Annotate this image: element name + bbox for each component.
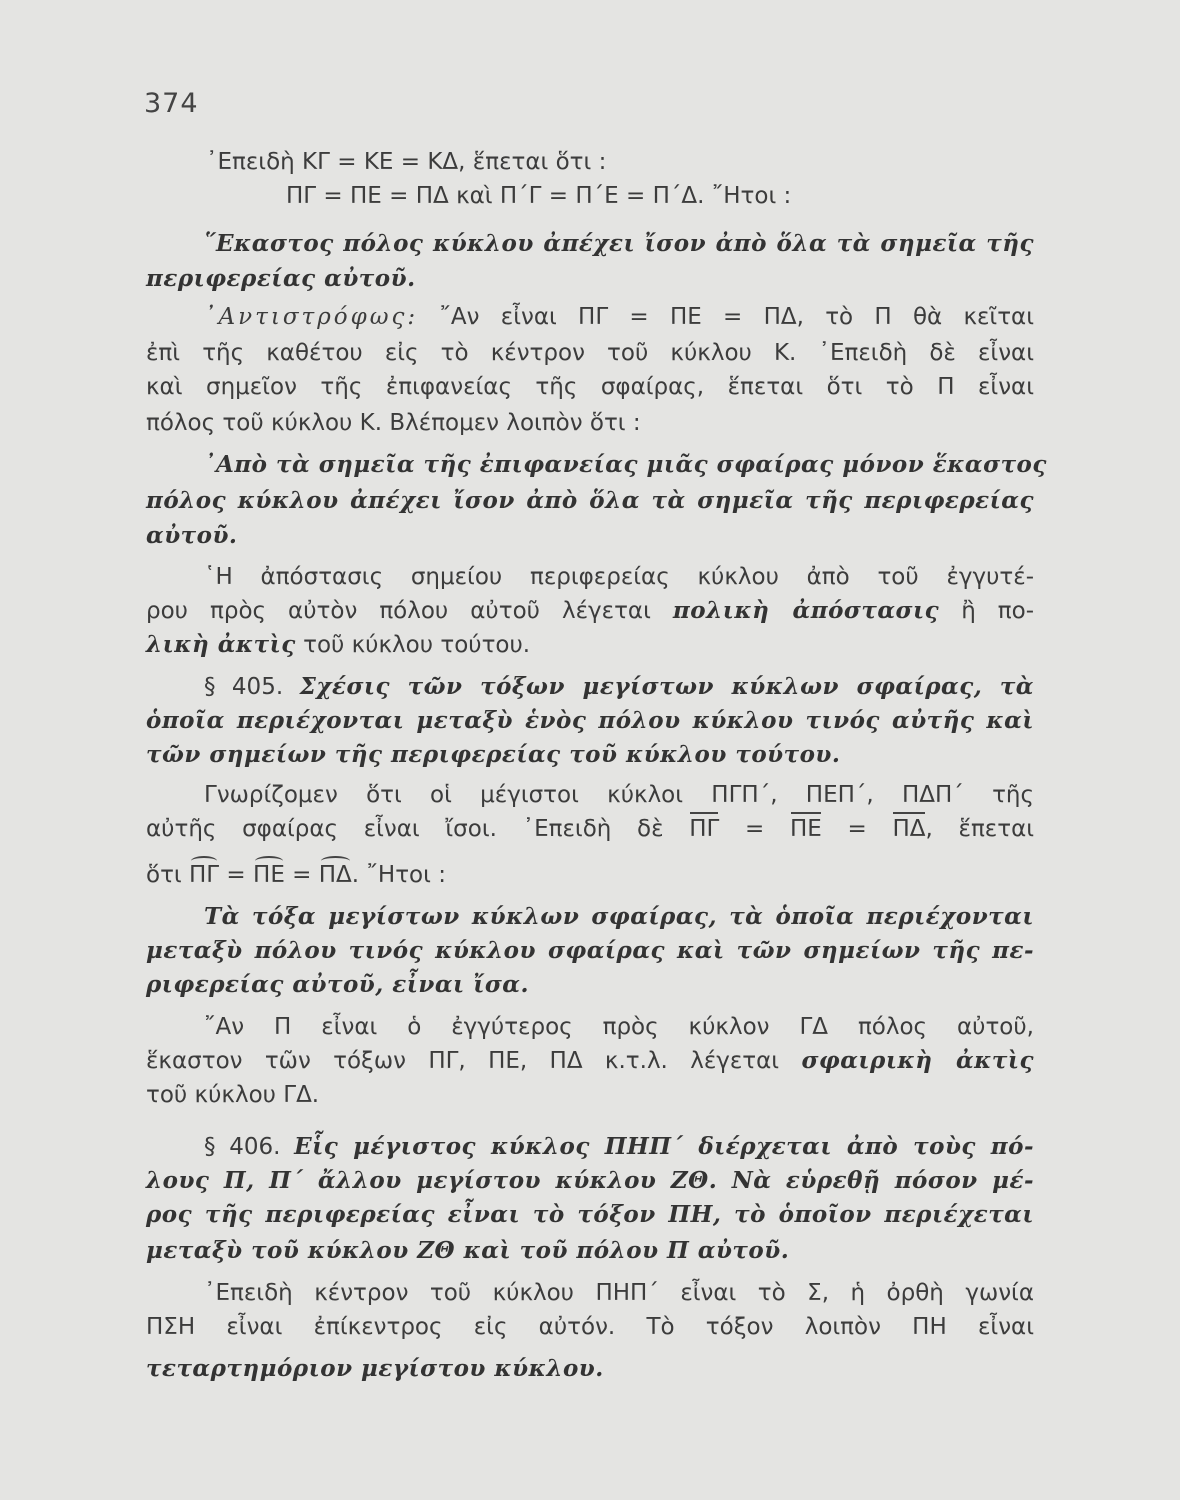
- section-heading: λους Π, Π΄ ἄλλου μεγίστου κύκλου ΖΘ. Νὰ εὑρεθῇ πόσον μέ-: [146, 1167, 1034, 1194]
- arc-symbol: ΠΕ: [253, 862, 285, 888]
- text-line: ᾿Επειδὴ ΚΓ = ΚΕ = ΚΔ, ἕπεται ὅτι :: [206, 149, 607, 175]
- theorem-line: ῞Εκαστος πόλος κύκλου ἀπέχει ἴσον ἀπὸ ὅλα τὰ σημεῖα τῆς: [204, 230, 1034, 257]
- text-line: ἐπὶ τῆς καθέτου εἰς τὸ κέντρον τοῦ κύκλου Κ. ᾿Επειδὴ δὲ εἶναι: [146, 340, 1034, 366]
- text-line: ᾿Αντιστρόφως: ῎Αν εἶναι ΠΓ = ΠΕ = ΠΔ, τὸ Π θὰ κεῖται: [204, 304, 1035, 330]
- theorem-line: Τὰ τόξα μεγίστων κύκλων σφαίρας, τὰ ὁποῖα περιέχονται: [204, 903, 1034, 930]
- section-heading: τῶν σημείων τῆς περιφερείας τοῦ κύκλου τούτου.: [146, 741, 841, 768]
- theorem-line: ᾿Απὸ τὰ σημεῖα τῆς ἐπιφανείας μιᾶς σφαίρας μόνον ἕκαστος: [204, 451, 1047, 478]
- arc-symbol: ΠΔ: [318, 862, 352, 888]
- theorem-line: ριφερείας αὐτοῦ, εἶναι ἴσα.: [146, 971, 529, 998]
- theorem-line: αὐτοῦ.: [146, 522, 238, 549]
- theorem-line: μεταξὺ πόλου τινός κύκλου σφαίρας καὶ τῶν σημείων τῆς πε-: [146, 937, 1034, 964]
- text-line: ρου πρὸς αὐτὸν πόλου αὐτοῦ λέγεται πολικὴ ἀπόστασις ἢ πο-: [146, 597, 1035, 624]
- segment-bar: ΠΕ: [790, 816, 822, 842]
- section-heading: ὁποῖα περιέχονται μεταξὺ ἑνὸς πόλου κύκλου τινός αὐτῆς καὶ: [146, 707, 1034, 734]
- text-line: ἕκαστον τῶν τόξων ΠΓ, ΠΕ, ΠΔ κ.τ.λ. λέγεται σφαιρικὴ ἀκτὶς: [146, 1047, 1035, 1074]
- text-line: ᾿Επειδὴ κέντρον τοῦ κύκλου ΠΗΠ΄ εἶναι τὸ Σ, ἡ ὀρθὴ γωνία: [204, 1280, 1034, 1306]
- section-heading: § 405. Σχέσις τῶν τόξων μεγίστων κύκλων σφαίρας, τὰ: [204, 673, 1035, 700]
- section-heading: § 406. Εἷς μέγιστος κύκλος ΠΗΠ΄ διέρχεται ἀπὸ τοὺς πό-: [204, 1133, 1035, 1160]
- text-line: ῎Αν Π εἶναι ὁ ἐγγύτερος πρὸς κύκλον ΓΔ πόλος αὐτοῦ,: [204, 1014, 1034, 1040]
- text-line: Γνωρίζομεν ὅτι οἱ μέγιστοι κύκλοι ΠΓΠ΄, ΠΕΠ΄, ΠΔΠ΄ τῆς: [204, 782, 1034, 808]
- text-line: ὅτι ΠΓ = ΠΕ = ΠΔ. ῎Ητοι :: [146, 862, 446, 888]
- text-line: ῾Η ἀπόστασις σημείου περιφερείας κύκλου ἀπὸ τοῦ ἐγγυτέ-: [204, 564, 1034, 590]
- text-line: λικὴ ἀκτὶς τοῦ κύκλου τούτου.: [146, 631, 531, 658]
- term-spherical-radius: σφαιρικὴ ἀκτὶς: [801, 1047, 1035, 1074]
- text-line: αὐτῆς σφαίρας εἶναι ἴσοι. ᾿Επειδὴ δὲ ΠΓ = ΠΕ = ΠΔ, ἕπεται: [146, 816, 1035, 842]
- text-line: πόλος τοῦ κύκλου Κ. Βλέπομεν λοιπὸν ὅτι :: [146, 410, 641, 436]
- page-number: 374: [144, 88, 199, 119]
- section-number: § 405.: [204, 674, 284, 700]
- emphasis-word: ᾿Αντιστρόφως:: [204, 304, 419, 330]
- term-polar-radius: λικὴ ἀκτὶς: [146, 631, 296, 658]
- theorem-line: περιφερείας αὐτοῦ.: [146, 265, 416, 292]
- arc-symbol: ΠΓ: [189, 862, 220, 888]
- term-polar-distance: πολικὴ ἀπόστασις: [672, 597, 940, 624]
- text-line: καὶ σημεῖον τῆς ἐπιφανείας τῆς σφαίρας, ἕπεται ὅτι τὸ Π εἶναι: [146, 374, 1034, 400]
- segment-bar: ΠΔ: [892, 816, 926, 842]
- text-line: τεταρτημόριον μεγίστου κύκλου.: [146, 1355, 604, 1382]
- section-heading: μεταξὺ τοῦ κύκλου ΖΘ καὶ τοῦ πόλου Π αὐτοῦ.: [146, 1237, 790, 1264]
- text-line: τοῦ κύκλου ΓΔ.: [146, 1082, 320, 1108]
- section-heading: ρος τῆς περιφερείας εἶναι τὸ τόξον ΠΗ, τὸ ὁποῖον περιέχεται: [146, 1201, 1034, 1228]
- segment-bar: ΠΓ: [689, 816, 720, 842]
- text-line: ΠΣΗ εἶναι ἐπίκεντρος εἰς αὐτόν. Τὸ τόξον λοιπὸν ΠΗ εἶναι: [146, 1314, 1034, 1340]
- text-line: ΠΓ = ΠΕ = ΠΔ καὶ Π΄Γ = Π΄Ε = Π΄Δ. ῎Ητοι :: [286, 183, 792, 209]
- section-number: § 406.: [204, 1134, 281, 1160]
- theorem-line: πόλος κύκλου ἀπέχει ἴσον ἀπὸ ὅλα τὰ σημεῖα τῆς περιφερείας: [146, 487, 1034, 514]
